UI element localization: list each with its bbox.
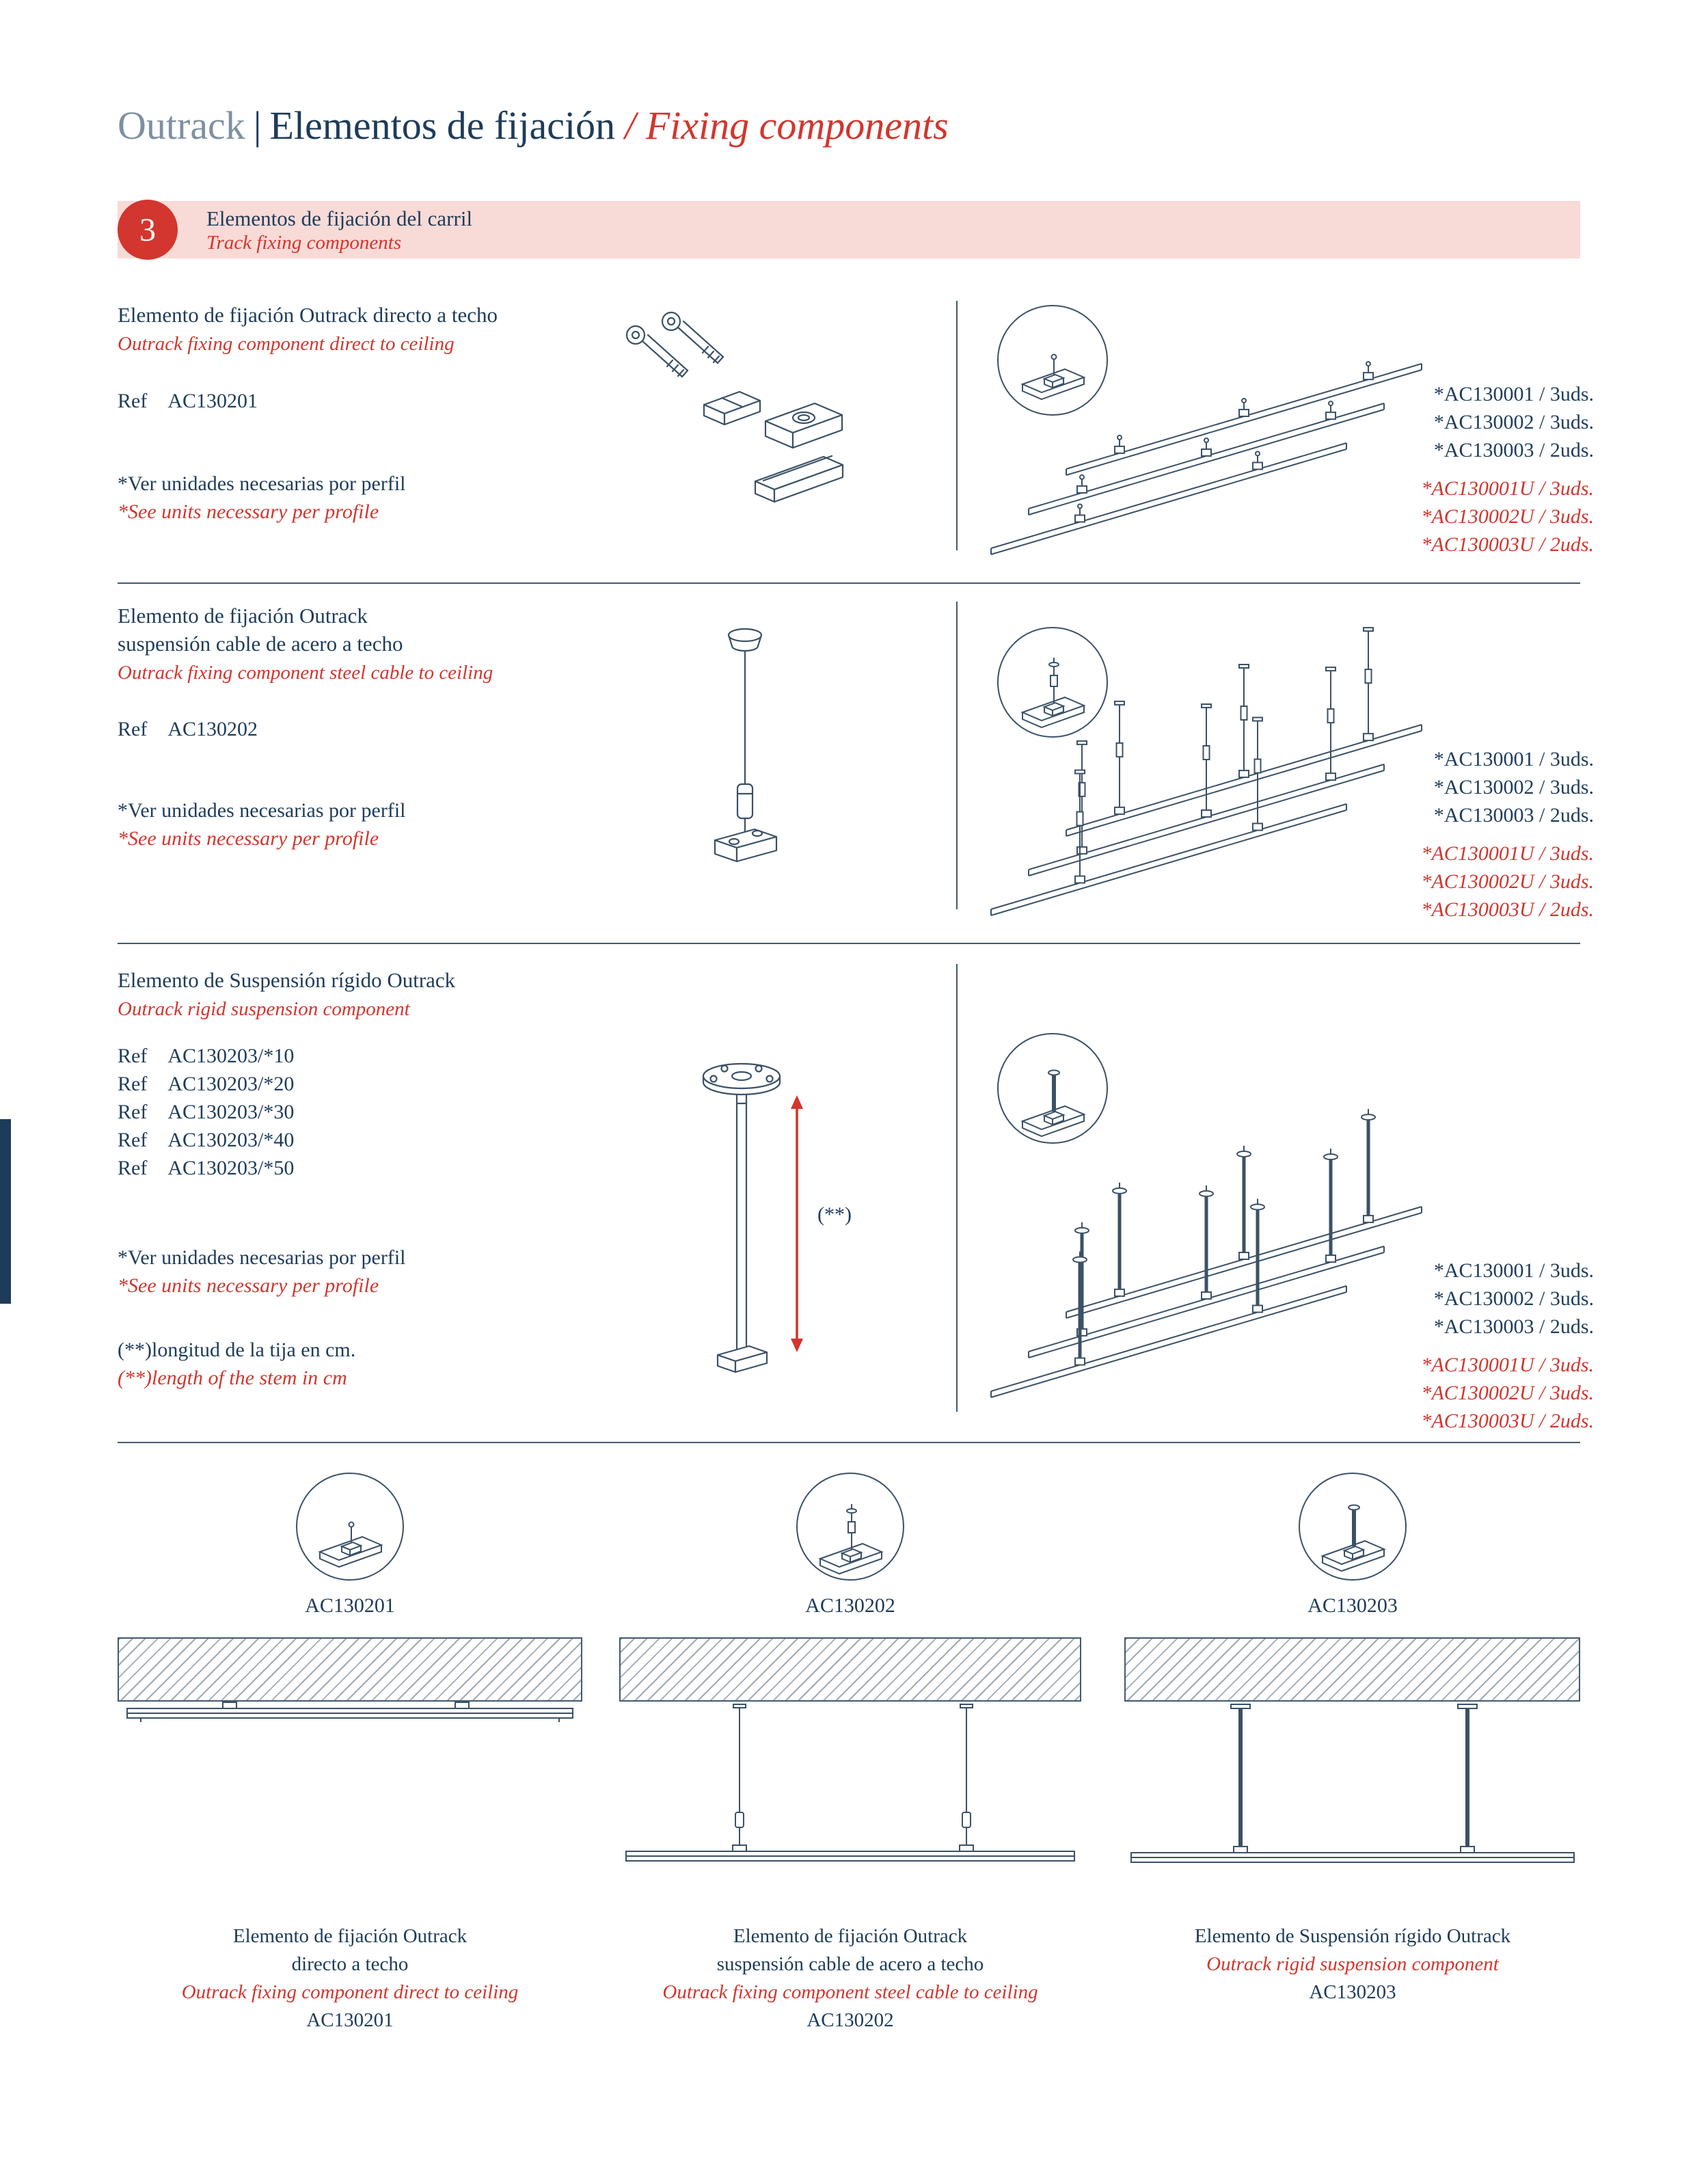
product1-ref-line	[118, 387, 258, 415]
title-separator: |	[253, 103, 262, 148]
page-title-en: / Fixing components	[625, 103, 949, 148]
caption-direct	[145, 1922, 555, 2035]
clamp-block-icon	[715, 829, 776, 861]
ceiling-hatch	[1124, 1637, 1580, 1702]
unit-line-red: *AC130001U / 3uds.	[1421, 1354, 1594, 1376]
ref-line	[118, 1042, 294, 1070]
units-list-red	[1421, 1351, 1594, 1435]
track-profile-direct-drawing	[123, 1701, 577, 1732]
banner-title-es: Elementos de fijación del carril	[206, 206, 473, 230]
caption-line: Elemento de fijación Outrack	[733, 1925, 968, 1947]
caption-line-en: Outrack fixing component direct to ceiling	[181, 1981, 519, 2003]
ref-line	[118, 1098, 294, 1126]
unit-line-red: *AC130003U / 2uds.	[1421, 533, 1594, 556]
ceiling-cup-icon	[729, 629, 761, 651]
ref-code: AC130203/*10	[167, 1045, 295, 1067]
product2-units-note-es: *Ver unidades necesarias por perfil	[118, 799, 406, 822]
banner-title-en: Track fixing components	[206, 232, 402, 254]
direct-fix-exploded-drawing	[601, 309, 889, 535]
unit-line-red: *AC130002U / 3uds.	[1421, 505, 1594, 528]
unit-line: *AC130002 / 3uds.	[1433, 1287, 1594, 1310]
caption-line: suspensión cable de acero a techo	[716, 1953, 984, 1975]
section-rule	[118, 582, 1580, 584]
track-rail	[1066, 362, 1422, 475]
product1-title-es: Elemento de fijación Outrack directo a techo	[118, 303, 498, 327]
track-profile-stem-drawing	[1127, 1704, 1578, 1886]
unit-line-red: *AC130002U / 3uds.	[1421, 1382, 1594, 1404]
track-rail	[1029, 401, 1384, 515]
units-list	[1421, 1257, 1594, 1435]
track-profile-cable-drawing	[622, 1704, 1079, 1886]
unit-line: *AC130002 / 3uds.	[1433, 776, 1594, 799]
rigid-stem-drawing	[683, 1046, 800, 1388]
caption-line-en: Outrack rigid suspension component	[1206, 1953, 1499, 1975]
unit-line: *AC130002 / 3uds.	[1433, 411, 1594, 433]
clamp-piece-icon	[704, 392, 760, 425]
unit-line-red: *AC130003U / 2uds.	[1421, 898, 1594, 921]
track-rail	[991, 718, 1346, 916]
caption-code: AC130202	[806, 2009, 894, 2031]
stem-length-arrow	[785, 1094, 809, 1354]
ref-line	[118, 1126, 294, 1154]
section-number-badge	[118, 200, 178, 260]
ref-label: Ref	[118, 1073, 148, 1095]
unit-line: *AC130003 / 2uds.	[1433, 804, 1594, 827]
ref-list	[118, 1042, 294, 1182]
section-rule	[118, 1442, 1580, 1443]
page-title-es: Elementos de fijación	[269, 103, 616, 148]
section-divider	[956, 964, 958, 1412]
section-divider	[956, 301, 958, 550]
ref-label: Ref	[118, 718, 148, 740]
callout-code: AC130203	[1307, 1594, 1398, 1617]
ref-code: AC130203/*50	[167, 1157, 295, 1179]
stem-length-marker: (**)	[817, 1203, 852, 1226]
track-rail	[1066, 1109, 1422, 1318]
rails-isometric-stem-drawing	[977, 1019, 1428, 1415]
ref-code: AC130203/*20	[167, 1073, 295, 1095]
section-number: 3	[139, 211, 156, 248]
ref-label: Ref	[118, 1157, 148, 1179]
product3-title-es: Elemento de Suspensión rígido Outrack	[118, 968, 456, 992]
unit-line-red: *AC130003U / 2uds.	[1421, 1410, 1594, 1432]
ref-label: Ref	[118, 1129, 148, 1151]
unit-line: *AC130003 / 2uds.	[1433, 439, 1594, 461]
callout-code: AC130202	[805, 1594, 895, 1617]
caption-code: AC130201	[306, 2009, 394, 2031]
ref-label: Ref	[118, 1101, 148, 1123]
ref-label: Ref	[118, 390, 148, 412]
caption-line: Elemento de fijación Outrack	[232, 1925, 467, 1947]
product1-units-note-es: *Ver unidades necesarias por perfil	[118, 472, 406, 495]
callout-circle-cable	[792, 1468, 908, 1585]
stem-note-es: (**)longitud de la tija en cm.	[118, 1339, 356, 1361]
product2-title-en: Outrack fixing component steel cable to ceiling	[118, 662, 493, 684]
page-edge-tab	[0, 1119, 11, 1304]
unit-line-red: *AC130002U / 3uds.	[1421, 870, 1594, 893]
ref-code: AC130201	[167, 390, 258, 412]
product2-title-es-line1: Elemento de fijación Outrack	[118, 604, 368, 628]
unit-line-red: *AC130001U / 3uds.	[1421, 477, 1594, 500]
track-rail	[1029, 1149, 1384, 1358]
unit-line: *AC130003 / 2uds.	[1433, 1315, 1594, 1338]
units-list-red	[1421, 840, 1594, 924]
ceiling-hatch	[619, 1637, 1081, 1702]
caption-line: directo a techo	[291, 1953, 409, 1975]
ref-code: AC130203/*30	[167, 1101, 295, 1123]
ceiling-hatch	[118, 1637, 582, 1702]
caption-cable	[604, 1922, 1096, 2035]
product1-title-en: Outrack fixing component direct to ceiling	[118, 333, 455, 355]
banner-text	[206, 206, 472, 254]
detail-callout	[998, 1034, 1107, 1143]
ref-code: AC130203/*40	[167, 1129, 295, 1151]
page-title	[118, 103, 949, 148]
unit-line: *AC130001 / 3uds.	[1433, 1259, 1594, 1282]
cable-adjuster-icon	[737, 784, 753, 818]
stem-note-en: (**)length of the stem in cm	[118, 1367, 347, 1389]
rails-isometric-cable-drawing	[977, 602, 1428, 930]
track-rail	[1066, 628, 1422, 836]
rails-isometric-direct-drawing	[977, 295, 1428, 589]
product3-title-en: Outrack rigid suspension component	[118, 998, 410, 1020]
product1-units-note-en: *See units necessary per profile	[118, 500, 379, 523]
unit-line: *AC130001 / 3uds.	[1433, 383, 1594, 405]
brand-name: Outrack	[118, 103, 245, 148]
units-list-red	[1421, 474, 1594, 559]
flange-icon	[703, 1064, 780, 1095]
detail-callout	[998, 306, 1107, 415]
caption-line: Elemento de Suspensión rígido Outrack	[1194, 1925, 1511, 1947]
callout-circle-stem	[1294, 1468, 1411, 1585]
units-list	[1421, 380, 1594, 559]
ref-line	[118, 1154, 294, 1182]
rail-piece-icon	[755, 456, 843, 502]
track-rail	[991, 443, 1346, 554]
section-divider	[956, 602, 958, 909]
unit-line: *AC130001 / 3uds.	[1433, 748, 1594, 770]
caption-stem	[1127, 1922, 1578, 2007]
product2-title-es-line2: suspensión cable de acero a techo	[118, 632, 403, 656]
units-list	[1421, 745, 1594, 924]
callout-code: AC130201	[305, 1594, 395, 1617]
ref-code: AC130202	[167, 718, 258, 740]
stem-rod-icon	[737, 1095, 746, 1354]
cable-suspension-drawing	[683, 619, 806, 892]
unit-line-red: *AC130001U / 3uds.	[1421, 842, 1594, 865]
product3-units-note-en: *See units necessary per profile	[118, 1274, 379, 1297]
product2-ref-line	[118, 715, 258, 743]
track-rail	[991, 1199, 1346, 1398]
section-banner	[118, 201, 1580, 258]
product2-units-note-en: *See units necessary per profile	[118, 827, 379, 850]
detail-callout	[998, 628, 1107, 737]
clamp-block-icon	[718, 1346, 767, 1372]
screw-icon	[627, 326, 688, 377]
section-rule	[118, 943, 1580, 944]
block-piece-icon	[765, 403, 842, 448]
ref-line	[118, 1070, 294, 1098]
caption-line-en: Outrack fixing component steel cable to ceiling	[662, 1981, 1038, 2003]
callout-circle-direct	[292, 1468, 408, 1585]
caption-code: AC130203	[1309, 1981, 1396, 2003]
ref-label: Ref	[118, 1045, 148, 1067]
product3-units-note-es: *Ver unidades necesarias por perfil	[118, 1246, 406, 1269]
